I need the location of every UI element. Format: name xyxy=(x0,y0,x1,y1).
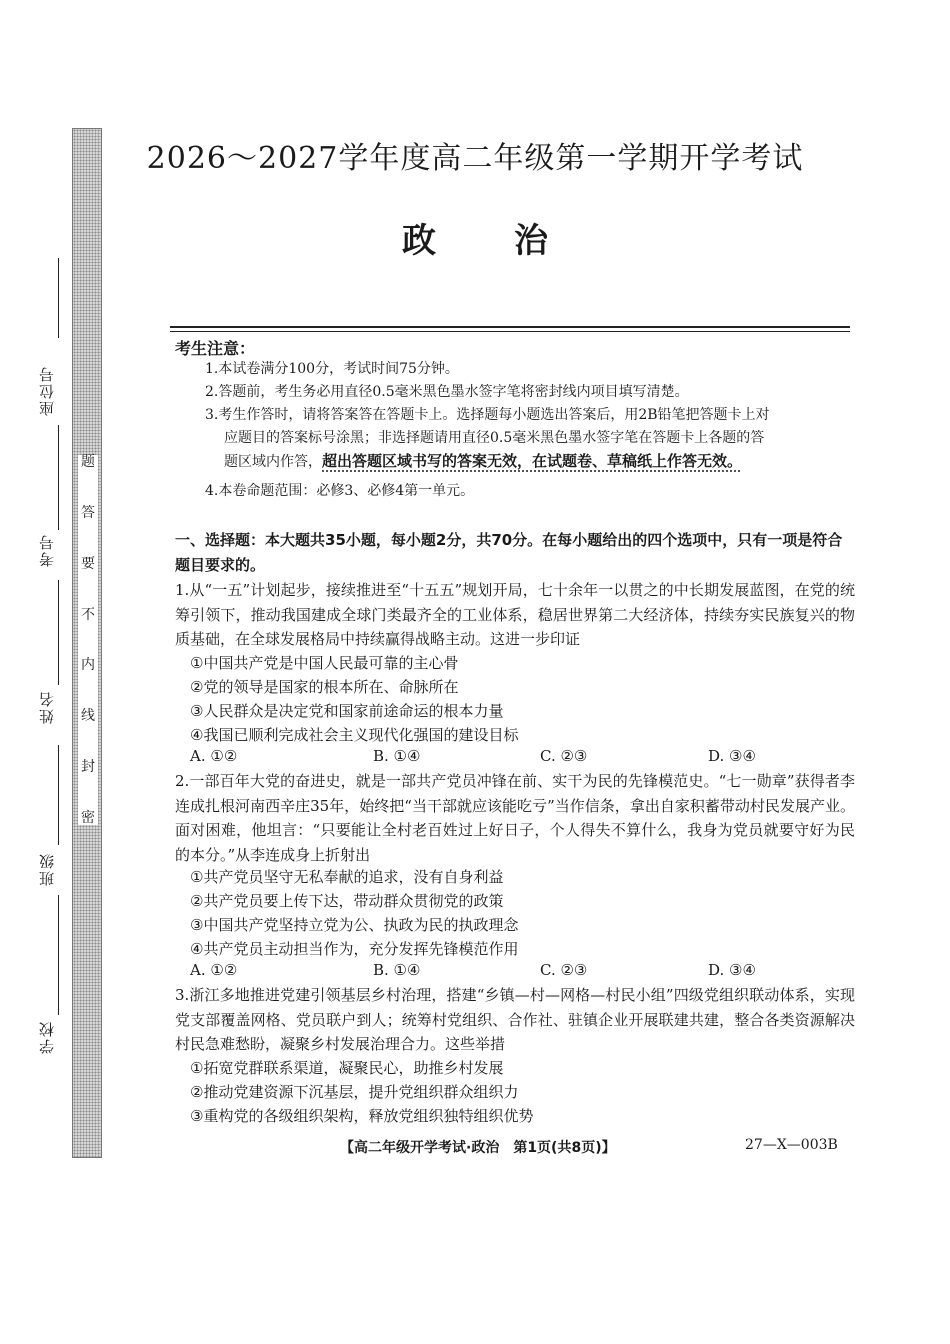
choice-d: D. ③④ xyxy=(708,747,756,765)
statement-option: ③中国共产党坚持立党为公、执政为民的执政理念 xyxy=(190,916,519,934)
question-stem: 3.浙江多地推进党建引领基层乡村治理，搭建“乡镇—村—网格—村民小组”四级党组织联动体系，实现党支部覆盖网格、党员联户到人；统筹村党组织、合作社、驻镇企业开展联建共建，整合各类资源解决村民急难愁盼，凝聚乡村发展治理合力。这些举措 xyxy=(175,986,855,1053)
statement-option: ②推动党建资源下沉基层，提升党组织群众组织力 xyxy=(190,1083,519,1101)
page-footer: 【高二年级开学考试·政治 第1页(共8页)】 xyxy=(340,1140,616,1156)
exam-number-field xyxy=(33,533,59,567)
seat-number-label: 座位号 xyxy=(37,365,56,416)
name-label: 姓名 xyxy=(37,690,56,724)
notice-emphasis: 超出答题区域书写的答案无效，在试题卷、草稿纸上作答无效。 xyxy=(322,452,743,470)
statement-option: ①共产党员坚守无私奉献的追求，没有自身利益 xyxy=(190,868,504,886)
seal-char: 封 xyxy=(81,759,95,776)
choice-a: A. ①② xyxy=(190,747,238,765)
school-field xyxy=(33,1020,59,1054)
class-line xyxy=(58,745,59,845)
question-stem: 2.一部百年大党的奋进史，就是一部共产党员冲锋在前、实干为民的先锋模范史。“七一勋章”获得者李连成扎根河南西辛庄35年，始终把“当干部就应该能吃亏”当作信条，拿出自家积蓄带动村民发展产业。面对困难，他坦言：“只要能让全村老百姓过上好日子，个人得失不算什么，我身为党员就要守好为民的本分。”从李连成身上折射出 xyxy=(175,772,855,864)
divider-thick xyxy=(170,326,850,328)
statement-option: ①中国共产党是中国人民最可靠的主心骨 xyxy=(190,654,459,672)
notice-item: 2.答题前，考生务必用直径0.5毫米黑色墨水签字笔将密封线内项目填写清楚。 xyxy=(205,384,689,400)
seal-char: 题 xyxy=(81,454,95,470)
notice-item: 应题目的答案标号涂黑；非选择题请用直径0.5毫米黑色墨水签字笔在答题卡上各题的答 xyxy=(224,430,765,446)
choice-a: A. ①② xyxy=(190,961,238,979)
exam-number-label: 考号 xyxy=(37,533,56,567)
exam-number-line xyxy=(58,425,59,530)
statement-option: ①拓宽党群联系渠道，凝聚民心，助推乡村发展 xyxy=(190,1059,504,1077)
question-stem: 1.从“一五”计划起步，接续推进至“十五五”规划开局，七十余年一以贯之的中长期发展蓝图，在党的统筹引领下，推动我国建成全球门类最齐全的工业体系，稳居世界第二大经济体，持续夯实民族复兴的物质基础，在全球发展格局中持续赢得战略主动。这进一步印证 xyxy=(175,581,855,648)
seal-char: 密 xyxy=(81,809,95,826)
notice-item: 题区域内作答， xyxy=(224,454,322,470)
school-label: 学校 xyxy=(37,1020,56,1054)
class-label: 班级 xyxy=(37,852,56,886)
choice-d: D. ③④ xyxy=(708,961,756,979)
seal-char: 内 xyxy=(81,657,95,674)
seat-number-field xyxy=(33,365,59,416)
paper-code: 27—X—003B xyxy=(745,1137,838,1153)
statement-option: ②共产党员要上传下达，带动群众贯彻党的政策 xyxy=(190,892,504,910)
notice-item: 1.本试卷满分100分，考试时间75分钟。 xyxy=(205,361,459,377)
seal-char: 不 xyxy=(81,606,95,623)
question-1 xyxy=(175,578,855,652)
class-field xyxy=(33,852,59,886)
question-3 xyxy=(175,983,855,1057)
notice-item: 4.本卷命题范围：必修3、必修4第一单元。 xyxy=(205,483,475,499)
exam-title: 2026～2027学年度高二年级第一学期开学考试 xyxy=(146,141,804,176)
subject-title xyxy=(0,213,950,262)
statement-option: ④我国已顺利完成社会主义现代化强国的建设目标 xyxy=(190,726,519,744)
section-heading: 一、选择题：本大题共35小题，每小题2分，共70分。在每小题给出的四个选项中，只有一项是符合题目要求的。 xyxy=(175,531,843,574)
question-2 xyxy=(175,769,855,867)
school-line xyxy=(58,895,59,1015)
seat-number-line xyxy=(58,258,59,338)
choice-c: C. ②③ xyxy=(540,961,588,979)
statement-option: ④共产党员主动担当作为，充分发挥先锋模范作用 xyxy=(190,940,519,958)
statement-option: ②党的领导是国家的根本所在、命脉所在 xyxy=(190,678,459,696)
statement-option: ③人民群众是决定党和国家前途命运的根本力量 xyxy=(190,702,504,720)
notice-item-with-emphasis xyxy=(224,450,742,473)
choice-b: B. ①④ xyxy=(373,961,421,979)
subject-char-1: 政 xyxy=(402,221,436,261)
seal-char: 答 xyxy=(81,504,95,521)
name-line xyxy=(58,580,59,685)
divider-thin xyxy=(170,331,850,332)
seal-char: 线 xyxy=(81,708,95,725)
subject-char-2: 治 xyxy=(514,221,548,261)
choice-c: C. ②③ xyxy=(540,747,588,765)
seal-char: 要 xyxy=(81,555,95,572)
statement-option: ③重构党的各级组织架构，释放党组织独特组织优势 xyxy=(190,1107,534,1125)
choice-b: B. ①④ xyxy=(373,747,421,765)
seal-line-text xyxy=(78,455,98,825)
notice-heading: 考生注意： xyxy=(175,339,256,358)
notice-item: 3.考生作答时，请将答案答在答题卡上。选择题每小题选出答案后，用2B铅笔把答题卡上对 xyxy=(205,407,770,423)
name-field xyxy=(33,690,59,724)
